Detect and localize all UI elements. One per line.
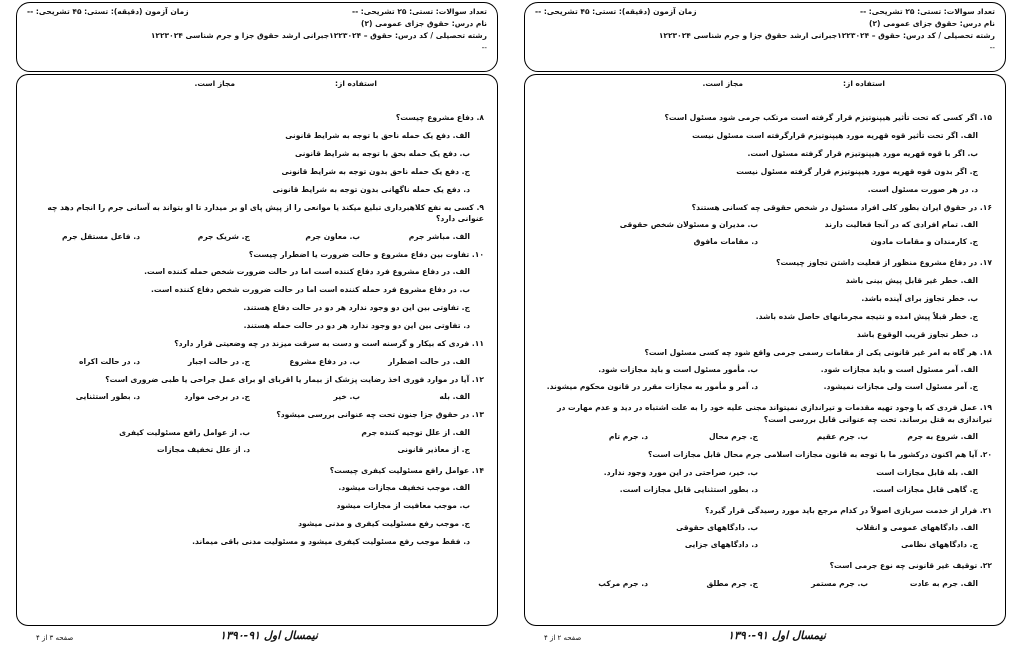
- answer-option: ج. دفع یک حمله ناحق بدون توجه به شرایط قانونی: [281, 166, 470, 176]
- page-number: صفحه ۲ از ۴: [544, 634, 582, 642]
- answer-options-row: [30, 356, 484, 367]
- answer-option: ب. خیر، صراحتی در این مورد وجود ندارد.: [603, 467, 758, 477]
- exam-page-right: [524, 0, 1008, 649]
- page-footer: [16, 628, 498, 648]
- question-text: ۱۳. در حقوق جزا جنون تحت چه عنوانی بررسی میشود؟: [276, 410, 484, 419]
- question-text: ۱۵. اگر کسی که تحت تأثیر هیپنوتیزم قرار گرفته است مرتکب جرمی شود مسئول است؟: [664, 113, 992, 122]
- questions-list: [538, 112, 992, 596]
- question-text: ۹. کسی به نفع کلاهبرداری تبلیغ میکند یا موانعی را از پیش پای او بر میدارد تا او بتواند به آسانی جرم را انجام دهد چه عنوانی دارد؟: [47, 202, 484, 223]
- answer-options-row: [538, 522, 992, 556]
- question-text: ۱۶. در حقوق ایران بطور کلی افراد مسئول در شخص حقوقی چه کسانی هستند؟: [691, 202, 992, 212]
- answer-option: الف. اگر تحت تأثیر قوه قهریه مورد هیپنوتیزم قرارگرفته است مسئول نیست: [692, 130, 978, 140]
- answer-option: ب. جرم مستمر: [811, 578, 868, 588]
- answer-options-row: [30, 391, 484, 402]
- answer-option: د. در هر صورت مسئول است.: [867, 184, 978, 194]
- answer-option: ج. در برخی موارد: [184, 392, 250, 401]
- field-code: رشته تحصیلی / کد درس: حقوق – ۱۲۲۳۰۲۴جبرانی ارشد حقوق جزا و جرم شناسی ۱۲۲۳۰۲۴: [150, 31, 487, 40]
- answer-option: ج. خطر قبلاً پیش امده و نتیجه مجرمانهای حاصل شده باشد.: [755, 311, 978, 321]
- course-name: نام درس: حقوق جزای عمومی (۲): [361, 19, 487, 28]
- answer-option: ج. آمر مسئول است ولی مجازات نمیشود.: [823, 382, 978, 391]
- answer-option: ج. جرم محال: [708, 432, 758, 441]
- exam-page-left: [16, 0, 500, 649]
- answer-option: ب. خیر: [333, 392, 360, 401]
- page-footer: [524, 628, 1006, 648]
- answer-option: ج. دادگاههای نظامی: [901, 540, 978, 549]
- answer-option: د. جرم تام: [608, 432, 648, 441]
- answer-option: ج. شریک جرم: [197, 231, 250, 241]
- question-text: ۲۲. توقیف غیر قانونی چه نوع جرمی است؟: [829, 561, 992, 570]
- page-number: صفحه ۳ از ۴: [36, 634, 74, 642]
- header-dash: --: [481, 43, 487, 52]
- answer-option: ب. مأمور مسئول است و باید مجازات شود.: [598, 365, 758, 374]
- usage-label: استفاده از:: [843, 79, 885, 88]
- answer-option: ج. در حالت اجبار: [187, 356, 250, 366]
- answer-option: د. فقط موجب رفع مسئولیت کیفری میشود و مسئولیت مدنی باقی میماند.: [192, 537, 470, 546]
- answer-option: الف. آمر مسئول است و باید مجازات شود.: [820, 365, 978, 374]
- usage-value: مجاز است.: [702, 79, 743, 88]
- semester-label: نیمسال اول ۹۱-۱۳۹۰: [728, 629, 826, 642]
- usage-value: مجاز است.: [194, 79, 235, 88]
- answer-option: د. دفع یک حمله ناگهانی بدون توجه به شرایط قانونی: [272, 184, 470, 194]
- usage-label: استفاده از:: [335, 79, 377, 88]
- answer-option: الف. جرم به عادت: [909, 578, 978, 588]
- answer-option: الف. در حالت اضطرار: [388, 356, 470, 366]
- question-text: ۱۸. هر گاه به امر غیر قانونی یکی از مقامات رسمی جرمی واقع شود چه کسی مسئول است؟: [644, 347, 992, 357]
- answer-option: الف. دادگاههای عمومی و انقلاب: [855, 523, 978, 532]
- answer-options-row: [538, 364, 992, 398]
- answer-option: د. تفاوتی بین این دو وجود ندارد هر دو در حالت حمله هستند.: [243, 321, 470, 330]
- exam-time: زمان آزمون (دقیقه): تستی: ۴۵ تشریحی: --: [27, 7, 189, 16]
- answer-option: ب. در دفاع مشروع فرد حمله کننده است اما در حالت ضرورت شخص دفاع کننده است.: [151, 285, 470, 294]
- question-text: ۱۷. در دفاع مشروع منظور از فعلیت داشتن تجاوز چیست؟: [776, 258, 992, 267]
- answer-option: ب. مدیران و مسئولان شخص حقوقی: [619, 220, 758, 229]
- answer-options-row: [30, 231, 484, 242]
- answer-options-row: [538, 467, 992, 501]
- answer-option: ب. دفع یک حمله بحق با توجه به شرایط قانونی: [294, 148, 470, 158]
- answer-option: الف. در دفاع مشروع فرد دفاع کننده است اما در حالت ضرورت شخص حمله کننده است.: [144, 267, 470, 276]
- question-text: ۲۰. آیا هم اکنون درکشور ما با توجه به قانون مجازات اسلامی جرم محال قابل مجازات است؟: [647, 450, 992, 459]
- answer-option: الف. خطر غیر قابل پیش بینی باشد: [845, 275, 978, 285]
- answer-option: الف. بله: [439, 392, 470, 401]
- question-text: ۱۴. عوامل رافع مسئولیت کیفری چیست؟: [329, 465, 484, 475]
- answer-option: الف. دفع یک حمله ناحق با توجه به شرایط قانونی: [285, 130, 470, 140]
- answer-options-row: [538, 578, 992, 589]
- field-code: رشته تحصیلی / کد درس: حقوق – ۱۲۲۳۰۲۴جبرانی ارشد حقوق جزا و جرم شناسی ۱۲۲۳۰۲۴: [658, 31, 995, 40]
- answer-option: د. فاعل مستقل جرم: [61, 231, 140, 241]
- answer-option: د. دادگاههای جزایی: [684, 540, 758, 549]
- answer-options-row: [538, 431, 992, 442]
- question-text: ۸. دفاع مشروع چیست؟: [395, 113, 484, 122]
- exam-time: زمان آزمون (دقیقه): تستی: ۴۵ تشریحی: --: [535, 7, 697, 16]
- usage-bar: [524, 74, 1006, 96]
- question-text: ۱۹. عمل فردی که با وجود تهیه مقدمات و تیراندازی نمیتواند مجنی علیه خود را به علت اشتباه در دید و عدم مهارت در تیراندازی به قتل برساند. تحت چه عنوانی قابل بررسی است؟: [557, 403, 992, 424]
- answer-option: د. خطر تجاوز قریب الوقوع باشد: [856, 329, 978, 339]
- header-dash: --: [989, 43, 995, 52]
- answer-option: ب. در دفاع مشروع: [289, 356, 360, 366]
- answer-option: الف. مباشر جرم: [408, 231, 470, 241]
- semester-label: نیمسال اول ۹۱-۱۳۹۰: [220, 629, 318, 642]
- answer-option: د. از علل تخفیف مجازات: [157, 444, 250, 454]
- answer-option: الف. موجب تخفیف مجازات میشود.: [338, 483, 470, 492]
- answer-option: ب. موجب معافیت از مجازات میشود: [336, 501, 470, 510]
- answer-option: ج. گاهی قابل مجازات است.: [872, 484, 978, 494]
- answer-option: ج. جرم مطلق: [706, 578, 758, 588]
- question-text: ۱۰. تفاوت بین دفاع مشروع و حالت ضرورت یا اضطرار چیست؟: [248, 249, 484, 259]
- answer-option: د. در حالت اکراه: [78, 356, 140, 366]
- course-name: نام درس: حقوق جزای عمومی (۲): [869, 19, 995, 28]
- answer-option: د. بطور استثنایی: [75, 392, 140, 401]
- answer-option: ب. خطر تجاوز برای آینده باشد.: [861, 293, 978, 303]
- question-text: ۱۱. فردی که بیکار و گرسنه است و دست به سرقت میزند در چه وضعیتی قرار دارد؟: [174, 339, 484, 348]
- answer-option: الف. بله قابل مجازات است: [876, 467, 978, 477]
- answer-option: ب. اگر با قوه قهریه مورد هیپنوتیزم قرار گرفته مسئول است.: [747, 148, 978, 158]
- answer-options-row: [538, 219, 992, 253]
- answer-options-row: [30, 427, 484, 461]
- question-count: تعداد سوالات: تستی: ۲۵ تشریحی: --: [859, 7, 995, 16]
- question-count: تعداد سوالات: تستی: ۲۵ تشریحی: --: [351, 7, 487, 16]
- answer-option: ب. جرم عقیم: [816, 432, 868, 441]
- answer-option: ج. اگر بدون قوه قهریه مورد هیپنوتیزم قرار گرفته مسئول نیست: [736, 166, 978, 176]
- question-text: ۱۲. آیا در موارد فوری اخذ رضایت پزشک از بیمار یا اقربای او برای عمل جراحی یا طبی ضروری است؟: [105, 374, 484, 384]
- answer-option: د. آمر و مأمور به مجازات مقرر در قانون محکوم میشوند.: [546, 382, 758, 391]
- answer-option: الف. از علل توجیه کننده جرم: [361, 427, 470, 437]
- exam-header: [16, 2, 498, 72]
- answer-option: د. بطور استثنایی قابل مجازات است.: [619, 484, 758, 494]
- answer-option: ج. تفاوتی بین این دو وجود ندارد هر دو در حالت دفاع هستند.: [243, 303, 470, 312]
- answer-option: د. مقامات مافوق: [693, 237, 758, 246]
- answer-option: الف. شروع به جرم: [907, 432, 978, 441]
- questions-list: [30, 112, 484, 554]
- answer-option: ب. از عوامل رافع مسئولیت کیفری: [119, 427, 250, 437]
- answer-option: ج. موجب رفع مسئولیت کیفری و مدنی میشود: [298, 519, 470, 528]
- exam-header: [524, 2, 1006, 72]
- usage-bar: [16, 74, 498, 96]
- answer-option: ب. معاون جرم: [305, 231, 360, 241]
- answer-option: الف. تمام افرادی که در آنجا فعالیت دارند: [824, 220, 978, 229]
- answer-option: ج. کارمندان و مقامات مادون: [870, 237, 978, 246]
- answer-option: ب. دادگاههای حقوقی: [676, 523, 758, 532]
- answer-option: ج. از معاذیر قانونی: [397, 444, 470, 454]
- question-text: ۲۱. فرار از خدمت سربازی اصولاً در کدام مرجع باید مورد رسیدگی قرار گیرد؟: [705, 505, 992, 515]
- answer-option: د. جرم مرکب: [598, 578, 648, 588]
